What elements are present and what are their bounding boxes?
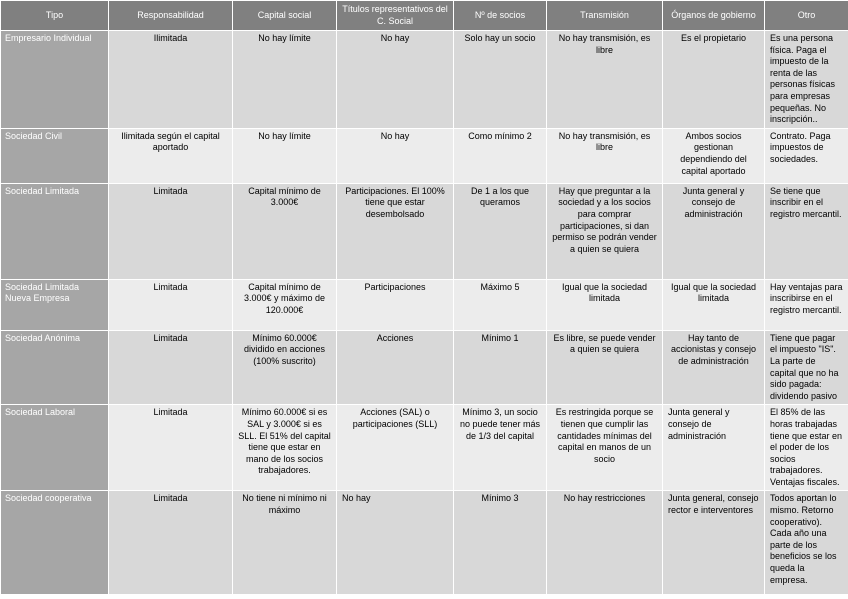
table-row <box>1 279 848 330</box>
cell-transmision: No hay transmisión, es libre <box>547 31 663 129</box>
header-tipo: Tipo <box>1 1 109 31</box>
cell-capital: No tiene ni mínimo ni máximo <box>233 491 337 595</box>
cell-responsabilidad: Limitada <box>109 183 233 279</box>
header-organos: Órganos de gobierno <box>663 1 765 31</box>
cell-responsabilidad: Ilimitada según el capital aportado <box>109 128 233 183</box>
table-row <box>1 183 848 279</box>
table-row <box>1 405 848 491</box>
cell-tipo: Empresario Individual <box>1 31 109 129</box>
cell-socios: Solo hay un socio <box>454 31 547 129</box>
cell-tipo: Sociedad cooperativa <box>1 491 109 595</box>
cell-capital: Capital mínimo de 3.000€ <box>233 183 337 279</box>
cell-socios: Como mínimo 2 <box>454 128 547 183</box>
header-capital: Capital social <box>233 1 337 31</box>
table-row <box>1 330 848 405</box>
cell-organos: Hay tanto de accionistas y consejo de administración <box>663 330 765 405</box>
header-otro: Otro <box>765 1 848 31</box>
cell-otro: Es una persona física. Paga el impuesto de la renta de las personas físicas para empresas pequeñas. No inscripción.. <box>765 31 848 129</box>
cell-otro: Tiene que pagar el impuesto "IS". La parte de capital que no ha sido pagada: dividendo pasivo <box>765 330 848 405</box>
cell-organos: Es el propietario <box>663 31 765 129</box>
cell-socios: Mínimo 3, un socio no puede tener más de 1/3 del capital <box>454 405 547 491</box>
cell-tipo: Sociedad Civil <box>1 128 109 183</box>
cell-capital: Capital mínimo de 3.000€ y máximo de 120.000€ <box>233 279 337 330</box>
cell-transmision: Es restringida porque se tienen que cumplir las cantidades mínimas del capital en manos de un socio <box>547 405 663 491</box>
cell-responsabilidad: Ilimitada <box>109 31 233 129</box>
cell-titulos: Participaciones. El 100% tiene que estar desembolsado <box>337 183 454 279</box>
cell-titulos: No hay <box>337 128 454 183</box>
table-row <box>1 491 848 595</box>
cell-tipo: Sociedad Anónima <box>1 330 109 405</box>
cell-otro: Se tiene que inscribir en el registro mercantil. <box>765 183 848 279</box>
cell-organos: Ambos socios gestionan dependiendo del capital aportado <box>663 128 765 183</box>
cell-otro: Hay ventajas para inscribirse en el registro mercantil. <box>765 279 848 330</box>
table-row <box>1 128 848 183</box>
header-titulos: Títulos representativos del C. Social <box>337 1 454 31</box>
cell-tipo: Sociedad Laboral <box>1 405 109 491</box>
cell-organos: Igual que la sociedad limitada <box>663 279 765 330</box>
table-row <box>1 31 848 129</box>
cell-socios: De 1 a los que queramos <box>454 183 547 279</box>
cell-titulos: No hay <box>337 491 454 595</box>
header-transmision: Transmisión <box>547 1 663 31</box>
cell-otro: Contrato. Paga impuestos de sociedades. <box>765 128 848 183</box>
cell-responsabilidad: Limitada <box>109 491 233 595</box>
cell-tipo: Sociedad Limitada Nueva Empresa <box>1 279 109 330</box>
header-row <box>1 1 848 31</box>
cell-tipo: Sociedad Limitada <box>1 183 109 279</box>
cell-organos: Junta general y consejo de administración <box>663 183 765 279</box>
cell-titulos: Acciones <box>337 330 454 405</box>
cell-titulos: Acciones (SAL) o participaciones (SLL) <box>337 405 454 491</box>
cell-socios: Máximo 5 <box>454 279 547 330</box>
cell-transmision: Es libre, se puede vender a quien se quiera <box>547 330 663 405</box>
cell-capital: No hay límite <box>233 128 337 183</box>
cell-otro: Todos aportan lo mismo. Retorno cooperativo). Cada año una parte de los beneficios se los queda la empresa. <box>765 491 848 595</box>
cell-transmision: No hay restricciones <box>547 491 663 595</box>
cell-transmision: Igual que la sociedad limitada <box>547 279 663 330</box>
cell-titulos: No hay <box>337 31 454 129</box>
cell-responsabilidad: Limitada <box>109 405 233 491</box>
header-socios: Nº de socios <box>454 1 547 31</box>
header-responsabilidad: Responsabilidad <box>109 1 233 31</box>
cell-otro: El 85% de las horas trabajadas tiene que estar en el poder de los socios trabajadores. Ventajas fiscales. <box>765 405 848 491</box>
cell-capital: Mínimo 60.000€ si es SAL y 3.000€ si es SLL. El 51% del capital tiene que estar en mano de los socios trabajadores. <box>233 405 337 491</box>
cell-responsabilidad: Limitada <box>109 330 233 405</box>
cell-responsabilidad: Limitada <box>109 279 233 330</box>
cell-titulos: Participaciones <box>337 279 454 330</box>
cell-organos: Junta general, consejo rector e interventores <box>663 491 765 595</box>
cell-capital: Mínimo 60.000€ dividido en acciones (100% suscrito) <box>233 330 337 405</box>
cell-organos: Junta general y consejo de administración <box>663 405 765 491</box>
cell-socios: Mínimo 3 <box>454 491 547 595</box>
cell-socios: Mínimo 1 <box>454 330 547 405</box>
cell-transmision: Hay que preguntar a la sociedad y a los socios para comprar participaciones, si dan permiso se podrán vender a quien se quiera <box>547 183 663 279</box>
cell-capital: No hay límite <box>233 31 337 129</box>
cell-transmision: No hay transmisión, es libre <box>547 128 663 183</box>
